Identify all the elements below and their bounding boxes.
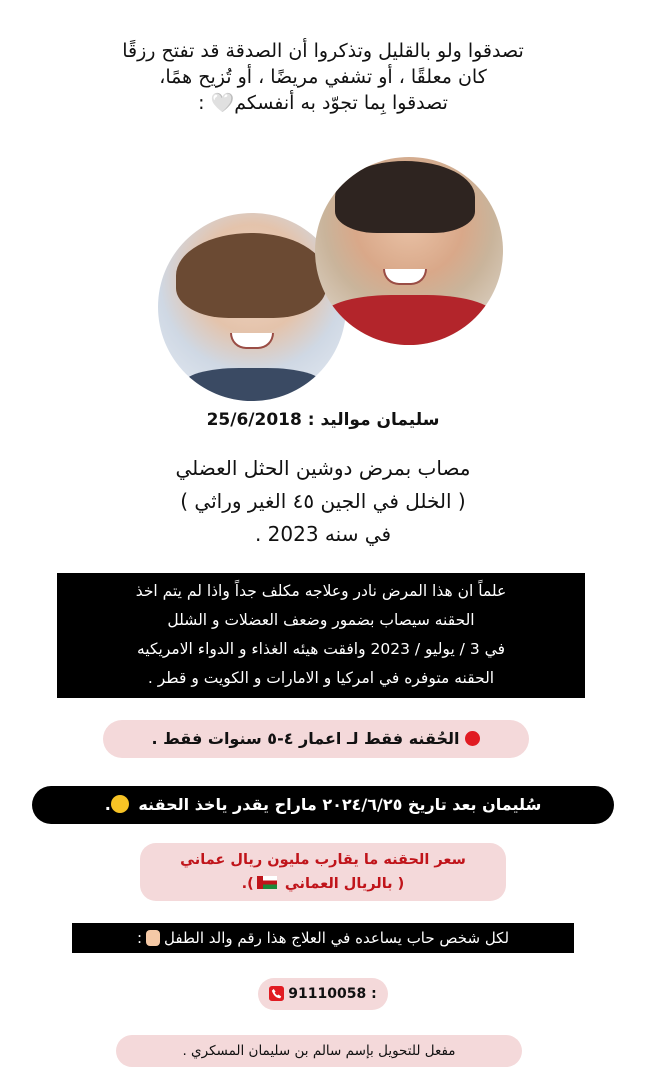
- red-dot-icon: [465, 731, 480, 746]
- info-line-4: الحقنه متوفره في امركيا و الامارات و الكويت و قطر .: [147, 669, 495, 687]
- help-line: لكل شخص حاب يساعده في العلاج هذا رقم والد الطفل:: [72, 923, 574, 953]
- price-line-1: سعر الحقنه ما يقارب مليون ريال عماني: [180, 852, 466, 868]
- deadline-note: سُليمان بعد تاريخ ٢٠٢٤/٦/٢٥ ماراح يقدر ياخذ الحقنه .: [32, 786, 614, 824]
- info-box: [57, 573, 585, 698]
- deadline-note-text: سُليمان بعد تاريخ ٢٠٢٤/٦/٢٥ ماراح يقدر ياخذ الحقنه: [138, 795, 542, 814]
- price-note: [140, 843, 506, 901]
- diagnosis-text: [80, 452, 566, 551]
- crying-face-icon: [111, 795, 129, 813]
- diagnosis-line-1: مصاب بمرض دوشين الحثل العضلي: [175, 456, 471, 480]
- phone-number[interactable]: [258, 978, 388, 1010]
- intro-line-1: تصدقوا ولو بالقليل وتذكروا أن الصدقة قد تفتح رزقًا: [122, 40, 524, 62]
- oman-flag-icon: [257, 876, 277, 889]
- diagnosis-line-3: في سنه 2023 .: [254, 522, 392, 546]
- age-note: [103, 720, 529, 758]
- info-line-2: الحقنه سيصاب بضمور وضعف العضلات و الشلل: [167, 611, 475, 629]
- phone-number-text: 91110058 :: [288, 986, 377, 1002]
- age-note-text: الحُقنه فقط لـ اعمار ٤-٥ سنوات فقط .: [151, 729, 460, 748]
- diagnosis-line-2: ( الخلل في الجين ٤٥ الغير وراثي ): [180, 489, 466, 513]
- phone-icon: [269, 986, 284, 1001]
- transfer-note: مفعل للتحويل بإسم سالم بن سليمان المسكري .: [116, 1035, 522, 1067]
- pointing-down-icon: [146, 930, 160, 946]
- intro-line-3: تصدقوا بِما تجوّد به أنفسكم🤍 :: [198, 92, 448, 114]
- intro-text: [40, 38, 606, 116]
- help-line-text: لكل شخص حاب يساعده في العلاج هذا رقم والد الطفل: [164, 929, 510, 947]
- info-line-3: في 3 / يوليو / 2023 وافقت هيئه الغذاء و الدواء الامريكيه: [137, 640, 505, 658]
- child-photo-right: [315, 157, 503, 345]
- info-line-1: علماً ان هذا المرض نادر وعلاجه مكلف جداً واذا لم يتم اخذ: [135, 582, 507, 600]
- price-line-2: ( بالريال العماني ).: [241, 876, 405, 892]
- date-of-birth: سليمان مواليد : 25/6/2018: [206, 410, 440, 430]
- intro-line-2: كان معلقًا ، أو تشفي مريضًا ، أو تُزيح همًا،: [159, 66, 487, 88]
